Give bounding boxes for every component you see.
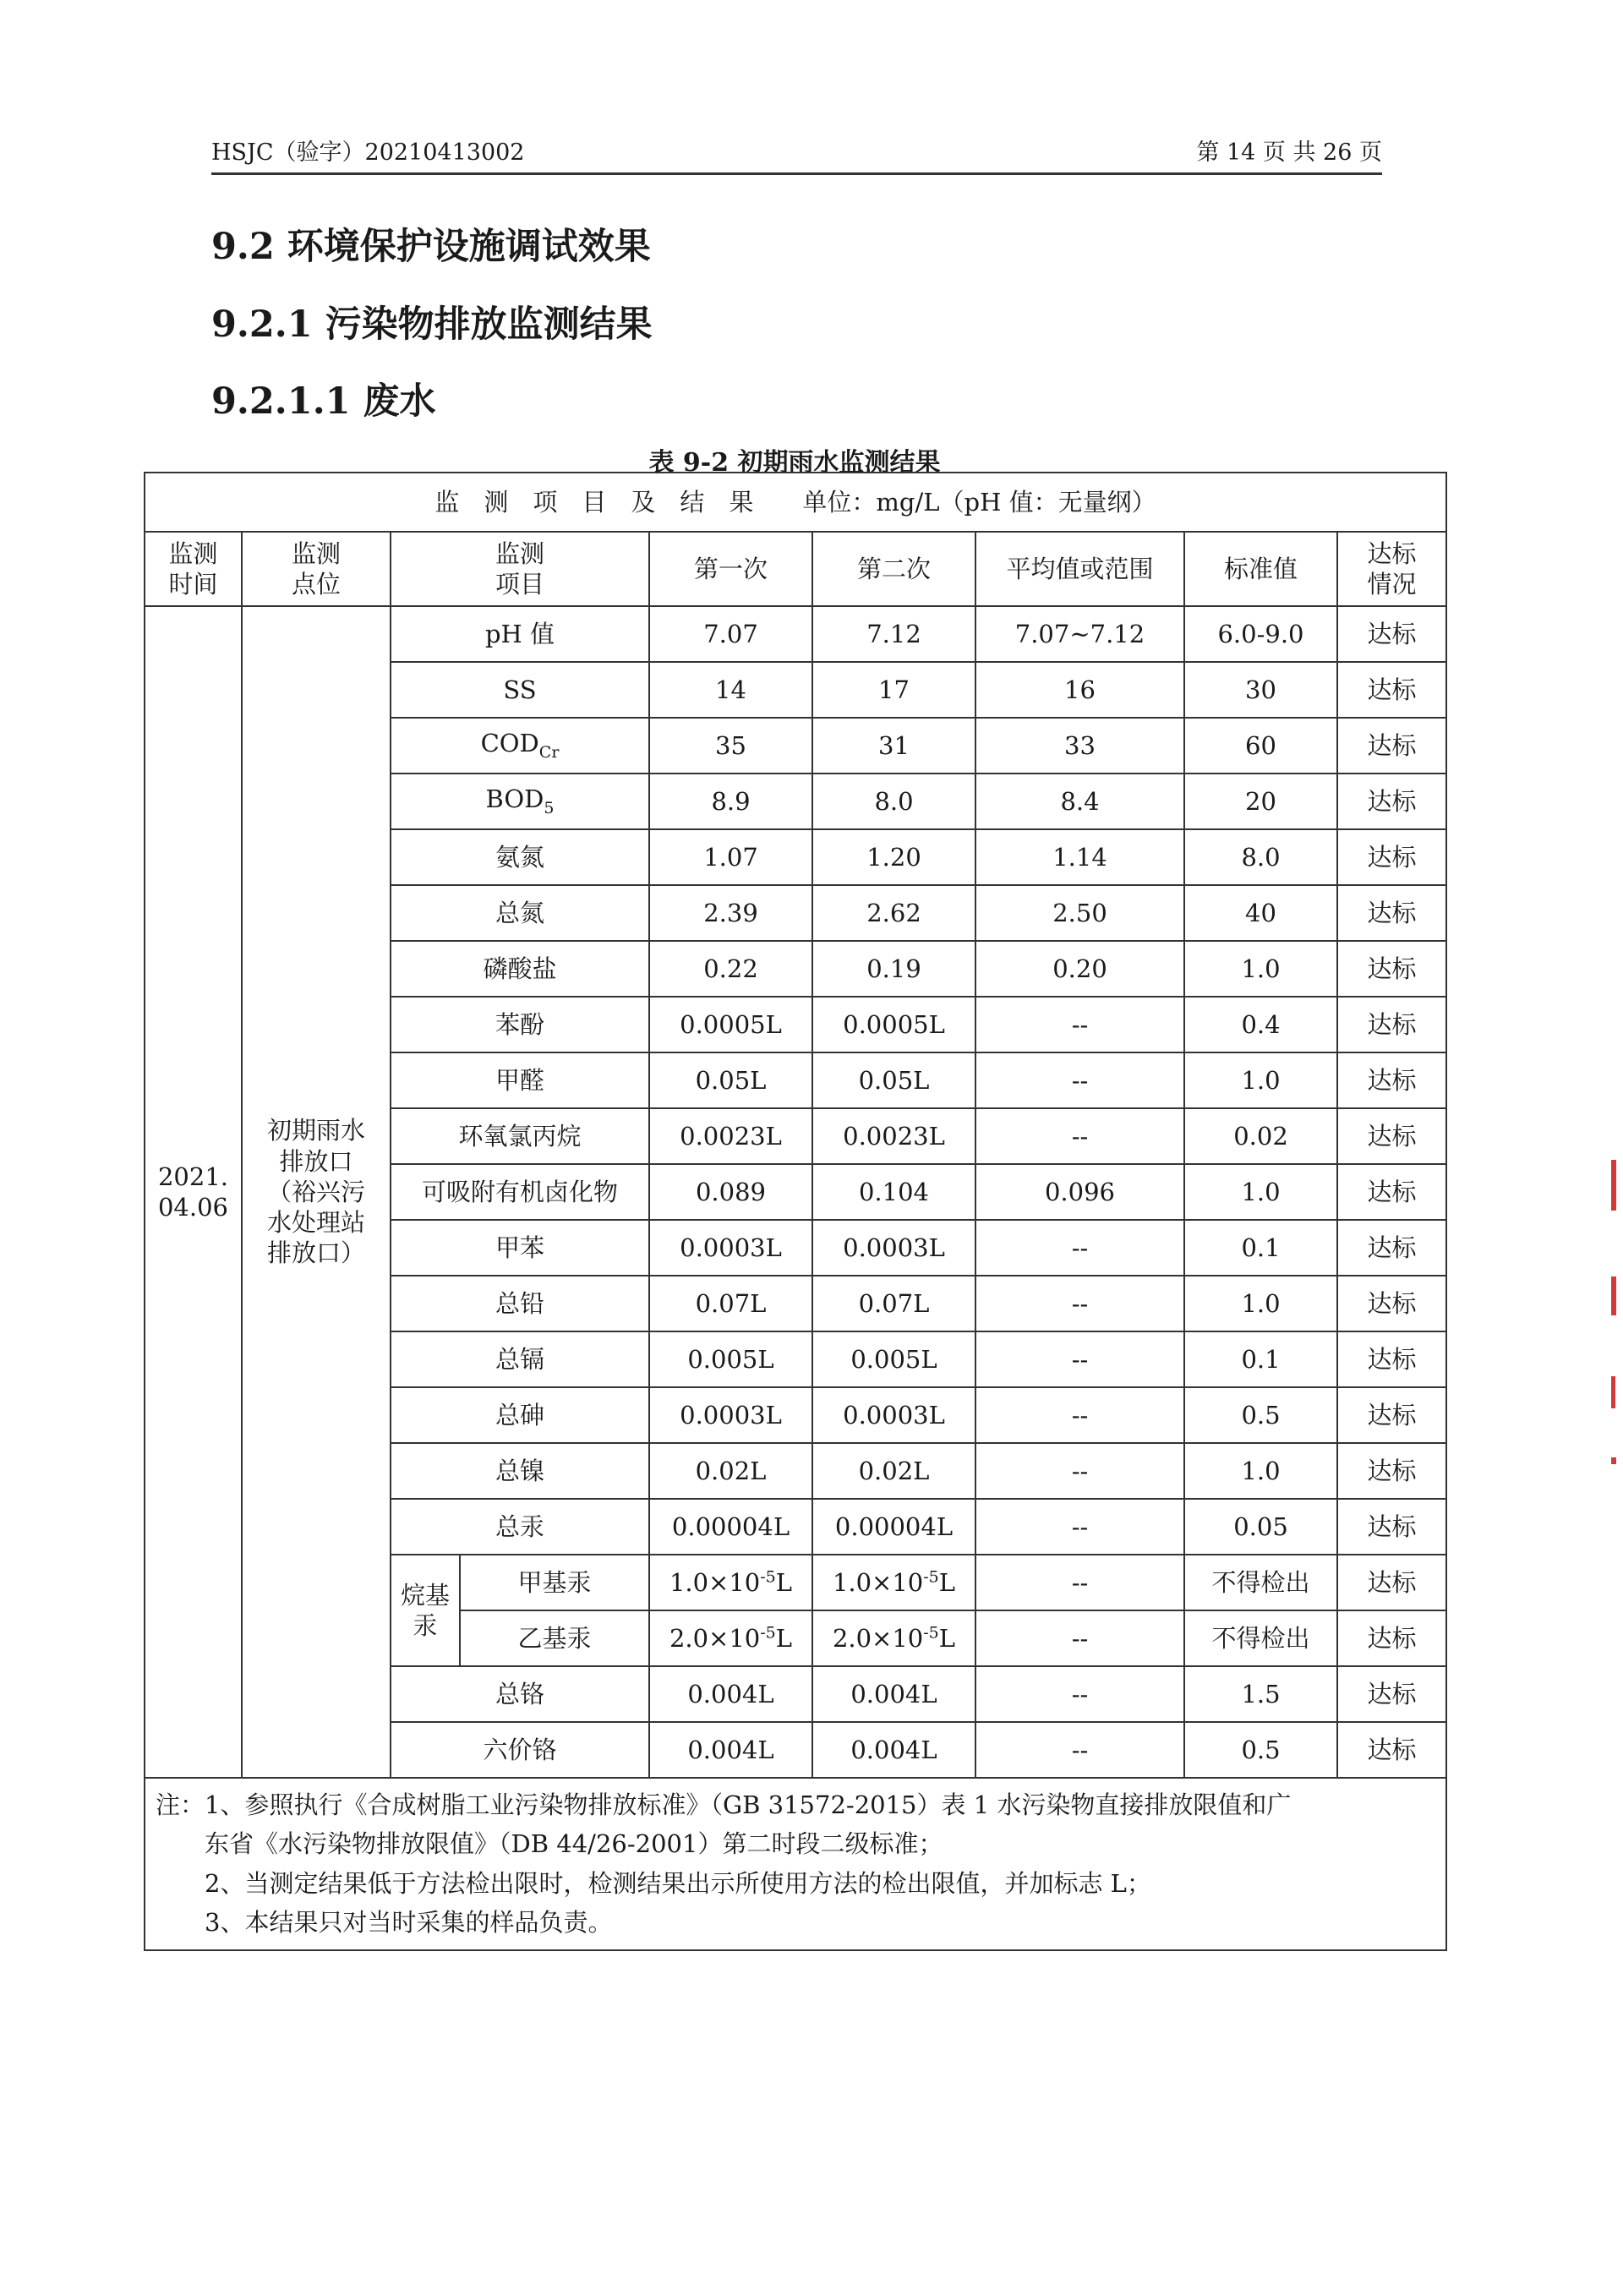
col-header-second: 第二次 <box>812 532 975 606</box>
monitor-site-cell: 初期雨水 排放口 （裕兴污 水处理站 排放口） <box>242 606 391 1778</box>
result-exponent: -5 <box>923 1567 939 1587</box>
alkyl-mercury-group: 烷基汞 <box>391 1555 460 1666</box>
header-rule <box>211 172 1382 173</box>
status-cell: 达标 <box>1337 941 1446 997</box>
result-first: 0.02L <box>649 1443 812 1499</box>
result-first: 8.9 <box>649 774 812 829</box>
result-first: 0.004L <box>649 1666 812 1722</box>
standard-value: 0.02 <box>1184 1108 1337 1164</box>
result-second <box>812 1555 975 1610</box>
standard-value: 1.0 <box>1184 1276 1337 1331</box>
standard-value: 1.0 <box>1184 941 1337 997</box>
item-cell <box>391 774 649 829</box>
standard-value: 1.0 <box>1184 1052 1337 1108</box>
item-cell <box>391 1276 649 1331</box>
result-second: 0.02L <box>812 1443 975 1499</box>
item-cell <box>391 1164 649 1220</box>
result-first <box>649 1555 812 1610</box>
standard-value: 不得检出 <box>1184 1555 1337 1610</box>
item-name: SS <box>503 675 537 704</box>
red-mark-2 <box>1611 1276 1616 1315</box>
result-first: 1.07 <box>649 829 812 885</box>
monitoring-table <box>144 472 1447 1951</box>
standard-value: 0.1 <box>1184 1220 1337 1276</box>
standard-value: 0.5 <box>1184 1722 1337 1778</box>
item-cell <box>391 829 649 885</box>
item-name: 总氮 <box>495 898 544 927</box>
table-header-row <box>145 532 1446 606</box>
result-avg: 1.14 <box>975 829 1184 885</box>
result-first: 0.089 <box>649 1164 812 1220</box>
item-name: 总铅 <box>495 1288 544 1318</box>
item-cell <box>391 1220 649 1276</box>
item-name: 总镍 <box>495 1456 544 1485</box>
table-caption: 表 9-2 初期雨水监测结果 <box>648 448 941 478</box>
col-header-item: 监测 项目 <box>391 532 649 606</box>
note-1a: 注：1、参照执行《合成树脂工业污染物排放标准》（GB 31572-2015）表 1 水污染物直接排放限值和广 <box>156 1790 1292 1819</box>
item-cell <box>391 1443 649 1499</box>
result-second: 8.0 <box>812 774 975 829</box>
result-flag: L <box>775 1567 793 1597</box>
status-cell: 达标 <box>1337 1164 1446 1220</box>
result-first: 35 <box>649 718 812 774</box>
item-cell <box>391 1722 649 1778</box>
result-exponent: -5 <box>923 1623 939 1643</box>
result-second: 0.004L <box>812 1722 975 1778</box>
table-notes <box>145 1778 1446 1950</box>
result-second: 0.00004L <box>812 1499 975 1555</box>
item-name: 氨氮 <box>495 842 544 872</box>
result-avg: -- <box>975 1387 1184 1443</box>
result-avg: 8.4 <box>975 774 1184 829</box>
status-cell: 达标 <box>1337 1555 1446 1610</box>
standard-value: 6.0-9.0 <box>1184 606 1337 662</box>
status-cell: 达标 <box>1337 1499 1446 1555</box>
result-second: 0.07L <box>812 1276 975 1331</box>
status-cell: 达标 <box>1337 1108 1446 1164</box>
standard-value: 不得检出 <box>1184 1610 1337 1666</box>
result-mantissa: 2.0×10 <box>832 1623 924 1653</box>
result-avg: -- <box>975 1276 1184 1331</box>
standard-value: 1.0 <box>1184 1164 1337 1220</box>
status-cell: 达标 <box>1337 1610 1446 1666</box>
status-cell: 达标 <box>1337 997 1446 1052</box>
col-header-std: 标准值 <box>1184 532 1337 606</box>
heading-9-2: 9.2 环境保护设施调试效果 <box>211 226 651 268</box>
item-subscript: Cr <box>538 743 560 763</box>
result-flag: L <box>938 1567 956 1597</box>
result-avg: -- <box>975 1108 1184 1164</box>
item-cell <box>391 1387 649 1443</box>
item-cell <box>460 1555 649 1610</box>
result-first: 0.0003L <box>649 1387 812 1443</box>
status-cell: 达标 <box>1337 1443 1446 1499</box>
result-avg: -- <box>975 1499 1184 1555</box>
item-name: COD <box>480 729 539 758</box>
page-info: 第 14 页 共 26 页 <box>1196 139 1382 166</box>
result-avg: -- <box>975 997 1184 1052</box>
result-second: 0.005L <box>812 1331 975 1387</box>
doc-id: HSJC（验字）20210413002 <box>211 139 525 166</box>
item-name: 磷酸盐 <box>483 954 557 983</box>
standard-value: 60 <box>1184 718 1337 774</box>
status-cell: 达标 <box>1337 718 1446 774</box>
item-name: 甲醛 <box>495 1065 544 1095</box>
result-first: 2.39 <box>649 885 812 941</box>
col-header-time: 监测 时间 <box>145 532 242 606</box>
status-cell: 达标 <box>1337 1387 1446 1443</box>
item-subscript: 5 <box>544 799 555 818</box>
status-cell: 达标 <box>1337 1666 1446 1722</box>
item-cell <box>391 1052 649 1108</box>
result-first: 0.05L <box>649 1052 812 1108</box>
result-second: 0.19 <box>812 941 975 997</box>
item-cell <box>391 662 649 718</box>
result-avg: -- <box>975 1610 1184 1666</box>
note-2: 2、当测定结果低于方法检出限时，检测结果出示所使用方法的检出限值，并加标志 L； <box>205 1868 1151 1898</box>
item-cell <box>460 1610 649 1666</box>
result-second: 2.62 <box>812 885 975 941</box>
item-cell <box>391 1499 649 1555</box>
result-first: 0.0023L <box>649 1108 812 1164</box>
result-first: 7.07 <box>649 606 812 662</box>
standard-value: 8.0 <box>1184 829 1337 885</box>
result-first: 0.07L <box>649 1276 812 1331</box>
item-name: 苯酚 <box>495 1009 544 1039</box>
result-exponent: -5 <box>760 1623 776 1643</box>
heading-9-2-1-1: 9.2.1.1 废水 <box>211 380 436 423</box>
result-avg: -- <box>975 1220 1184 1276</box>
item-name: 六价铬 <box>483 1735 557 1764</box>
result-avg: -- <box>975 1666 1184 1722</box>
item-name: 甲苯 <box>495 1233 544 1262</box>
result-second: 7.12 <box>812 606 975 662</box>
table-title: 监 测 项 目 及 结 果 单位：mg/L（pH 值：无量纲） <box>145 473 1446 532</box>
standard-value: 0.1 <box>1184 1331 1337 1387</box>
standard-value: 0.4 <box>1184 997 1337 1052</box>
item-cell <box>391 1666 649 1722</box>
table-title-row <box>145 473 1446 532</box>
result-avg: -- <box>975 1722 1184 1778</box>
item-name: pH 值 <box>484 619 555 648</box>
result-second: 0.104 <box>812 1164 975 1220</box>
status-cell: 达标 <box>1337 662 1446 718</box>
result-avg: -- <box>975 1443 1184 1499</box>
standard-value: 30 <box>1184 662 1337 718</box>
item-name: BOD <box>485 784 544 814</box>
result-first: 0.005L <box>649 1331 812 1387</box>
result-avg: 2.50 <box>975 885 1184 941</box>
table-row <box>145 606 1446 662</box>
status-cell: 达标 <box>1337 1220 1446 1276</box>
result-first: 0.0003L <box>649 1220 812 1276</box>
status-cell: 达标 <box>1337 1052 1446 1108</box>
result-second: 0.0023L <box>812 1108 975 1164</box>
standard-value: 1.0 <box>1184 1443 1337 1499</box>
item-name: 总汞 <box>495 1512 544 1541</box>
red-mark-3 <box>1611 1376 1615 1408</box>
page-header <box>211 134 1382 175</box>
standard-value: 1.5 <box>1184 1666 1337 1722</box>
result-avg: 0.20 <box>975 941 1184 997</box>
red-mark-4 <box>1611 1457 1616 1464</box>
result-mantissa: 2.0×10 <box>669 1623 761 1653</box>
item-cell <box>391 1108 649 1164</box>
result-first <box>649 1610 812 1666</box>
result-mantissa: 1.0×10 <box>832 1567 924 1597</box>
monitor-time-cell: 2021. 04.06 <box>145 606 242 1778</box>
result-first: 0.0005L <box>649 997 812 1052</box>
result-avg: 7.07~7.12 <box>975 606 1184 662</box>
heading-9-2-1: 9.2.1 污染物排放监测结果 <box>211 303 653 346</box>
result-first: 0.22 <box>649 941 812 997</box>
result-exponent: -5 <box>760 1567 776 1587</box>
status-cell: 达标 <box>1337 885 1446 941</box>
item-name: 总砷 <box>495 1400 544 1430</box>
item-cell <box>391 941 649 997</box>
standard-value: 40 <box>1184 885 1337 941</box>
standard-value: 0.05 <box>1184 1499 1337 1555</box>
result-first: 0.004L <box>649 1722 812 1778</box>
item-cell <box>391 718 649 774</box>
item-cell <box>391 885 649 941</box>
result-second <box>812 1610 975 1666</box>
result-avg: -- <box>975 1555 1184 1610</box>
result-second: 31 <box>812 718 975 774</box>
result-first: 0.00004L <box>649 1499 812 1555</box>
red-mark-1 <box>1611 1160 1616 1211</box>
item-name: 总铬 <box>495 1679 544 1708</box>
result-second: 0.0003L <box>812 1220 975 1276</box>
result-first: 14 <box>649 662 812 718</box>
result-avg: 33 <box>975 718 1184 774</box>
standard-value: 0.5 <box>1184 1387 1337 1443</box>
note-3: 3、本结果只对当时采集的样品负责。 <box>205 1908 613 1938</box>
result-second: 1.20 <box>812 829 975 885</box>
standard-value: 20 <box>1184 774 1337 829</box>
result-flag: L <box>938 1623 956 1653</box>
result-avg: 0.096 <box>975 1164 1184 1220</box>
status-cell: 达标 <box>1337 1276 1446 1331</box>
result-second: 0.0005L <box>812 997 975 1052</box>
col-header-avg: 平均值或范围 <box>975 532 1184 606</box>
item-name: 可吸附有机卤化物 <box>421 1177 618 1206</box>
result-avg: -- <box>975 1052 1184 1108</box>
col-header-status: 达标 情况 <box>1337 532 1446 606</box>
note-1b: 东省《水污染物排放限值》（DB 44/26-2001）第二时段二级标准； <box>205 1829 943 1859</box>
item-name: 环氧氯丙烷 <box>458 1121 582 1151</box>
result-avg: -- <box>975 1331 1184 1387</box>
status-cell: 达标 <box>1337 829 1446 885</box>
item-cell <box>391 1331 649 1387</box>
item-cell <box>391 606 649 662</box>
notes-row <box>145 1778 1446 1950</box>
result-avg: 16 <box>975 662 1184 718</box>
result-flag: L <box>775 1623 793 1653</box>
result-mantissa: 1.0×10 <box>669 1567 761 1597</box>
col-header-first: 第一次 <box>649 532 812 606</box>
item-name: 乙基汞 <box>517 1623 592 1653</box>
item-name: 总镉 <box>495 1344 544 1374</box>
status-cell: 达标 <box>1337 1331 1446 1387</box>
item-cell <box>391 997 649 1052</box>
status-cell: 达标 <box>1337 1722 1446 1778</box>
result-second: 0.0003L <box>812 1387 975 1443</box>
status-cell: 达标 <box>1337 774 1446 829</box>
result-second: 0.05L <box>812 1052 975 1108</box>
col-header-site: 监测 点位 <box>242 532 391 606</box>
result-second: 17 <box>812 662 975 718</box>
status-cell: 达标 <box>1337 606 1446 662</box>
item-name: 甲基汞 <box>517 1567 592 1597</box>
result-second: 0.004L <box>812 1666 975 1722</box>
